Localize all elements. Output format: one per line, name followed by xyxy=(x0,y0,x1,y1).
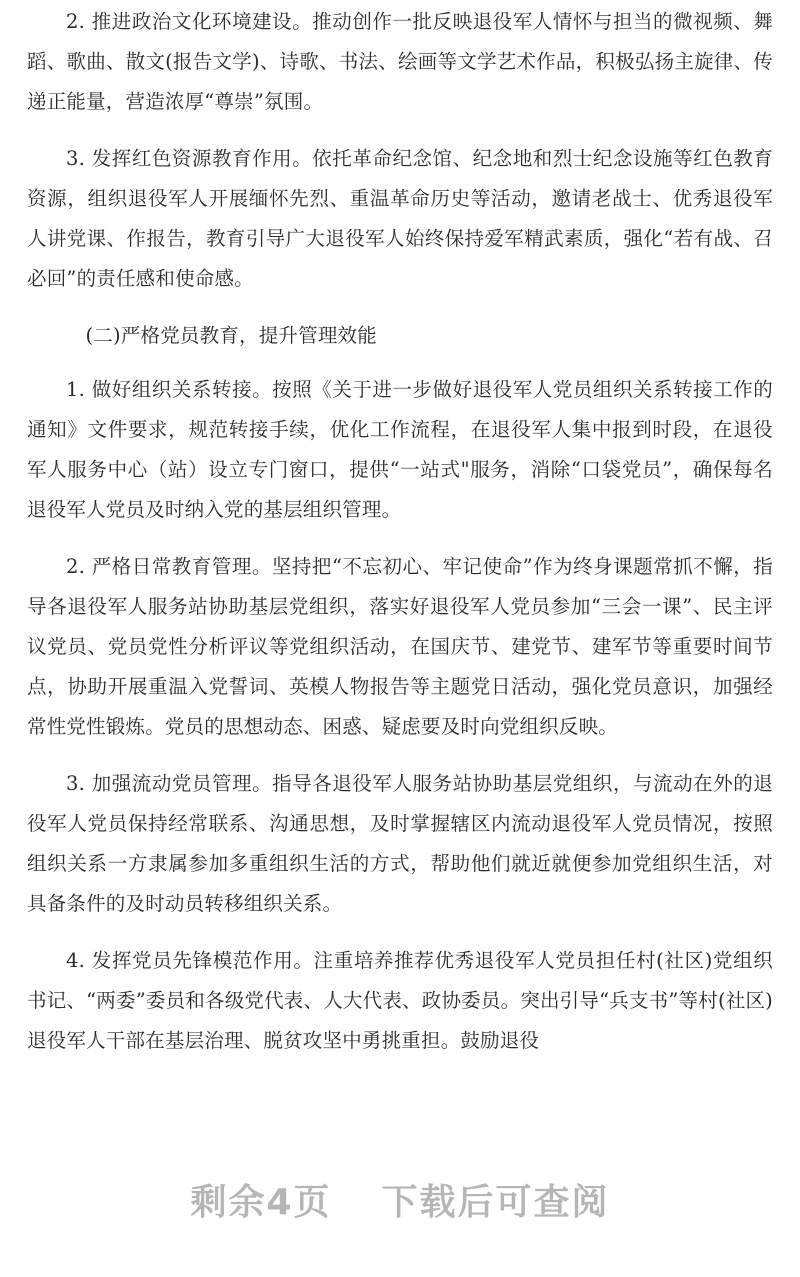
paragraph-political-culture: 2. 推进政治文化环境建设。推动创作一批反映退役军人情怀与担当的微视频、舞蹈、歌曲、散文(报告文学)、诗歌、书法、绘画等文学艺术作品，积极弘扬主旋律、传递正能量，营造浓厚“尊崇”氛围。 xyxy=(27,10,773,113)
paragraph-vanguard-role: 4. 发挥党员先锋模范作用。注重培养推荐优秀退役军人党员担任村(社区)党组织书记、“两委”委员和各级党代表、人大代表、政协委员。突出引导“兵支书”等村(社区)退役军人干部在基层治理、脱贫攻坚中勇挑重担。鼓励退役 xyxy=(27,949,773,1052)
paragraph-daily-education: 2. 严格日常教育管理。坚持把“不忘初心、牢记使命”作为终身课题常抓不懈，指导各退役军人服务站协助基层党组织，落实好退役军人党员参加“三会一课”、民主评议党员、党员党性分析评议等党组织活动，在国庆节、建党节、建军节等重要时间节点，协助开展重温入党誓词、英模人物报告等主题党日活动，强化党员意识，加强经常性党性锻炼。党员的思想动态、困惑、疑虑要及时向党组织反映。 xyxy=(27,555,773,738)
download-to-view-label: 下载后可查阅 xyxy=(381,1182,610,1223)
paragraph-mobile-members: 3. 加强流动党员管理。指导各退役军人服务站协助基层党组织，与流动在外的退役军人党员保持经常联系、沟通思想，及时掌握辖区内流动退役军人党员情况，按照组织关系一方隶属参加多重组织生活的方式，帮助他们就近就便参加党组织生活，对具备条件的及时动员转移组织关系。 xyxy=(27,772,773,915)
paragraph-red-resources: 3. 发挥红色资源教育作用。依托革命纪念馆、纪念地和烈士纪念设施等红色教育资源，组织退役军人开展缅怀先烈、重温革命历史等活动，邀请老战士、优秀退役军人讲党课、作报告，教育引导广大退役军人始终保持爱军精武素质，强化“若有战、召必回”的责任感和使命感。 xyxy=(27,147,773,290)
document-body xyxy=(27,2,773,1078)
download-prompt-banner[interactable] xyxy=(0,1174,800,1225)
paragraph-organization-transfer: 1. 做好组织关系转接。按照《关于进一步做好退役军人党员组织关系转接工作的通知》文件要求，规范转接手续，优化工作流程，在退役军人集中报到时段，在退役军人服务中心（站）设立专门窗口，提供“一站式"服务，消除“口袋党员”，确保每名退役军人党员及时纳入党的基层组织管理。 xyxy=(27,378,773,521)
section-heading: (二)严格党员教育，提升管理效能 xyxy=(85,324,377,347)
remaining-pages-label: 剩余4页 xyxy=(190,1182,332,1223)
